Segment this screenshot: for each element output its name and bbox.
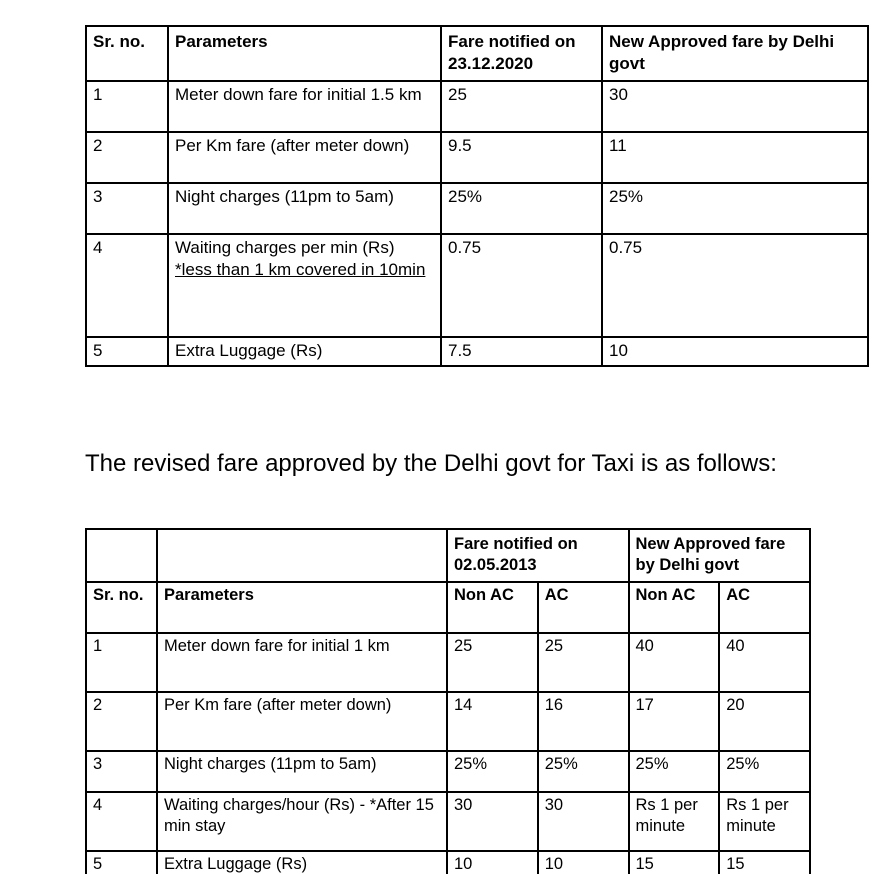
cell-new-fare: 10 xyxy=(602,337,868,366)
column-header-new-non-ac: Non AC xyxy=(629,582,720,633)
cell-sr-no: 5 xyxy=(86,851,157,874)
cell-new-fare: 11 xyxy=(602,132,868,183)
cell-old-non-ac: 30 xyxy=(447,792,538,851)
auto-fare-table-body xyxy=(86,81,868,366)
cell-sr-no: 4 xyxy=(86,792,157,851)
column-header-sr-no: Sr. no. xyxy=(86,26,168,81)
table-row xyxy=(86,183,868,234)
table-row xyxy=(86,26,868,81)
column-header-parameters: Parameters xyxy=(168,26,441,81)
taxi-fare-table-body xyxy=(86,633,810,874)
cell-new-fare: 30 xyxy=(602,81,868,132)
column-header-old-fare: Fare notified on 23.12.2020 xyxy=(441,26,602,81)
cell-new-non-ac: 40 xyxy=(629,633,720,692)
cell-old-fare: 0.75 xyxy=(441,234,602,337)
cell-parameter: Per Km fare (after meter down) xyxy=(157,692,447,751)
column-header-parameters: Parameters xyxy=(157,582,447,633)
table-row xyxy=(86,81,868,132)
cell-new-ac: 40 xyxy=(719,633,810,692)
cell-old-ac: 25% xyxy=(538,751,629,792)
column-header-blank-sr xyxy=(86,529,157,582)
cell-parameter-note: *less than 1 km covered in 10min xyxy=(175,260,426,280)
cell-parameter-text: Waiting charges per min (Rs) xyxy=(175,238,395,258)
cell-parameter: Meter down fare for initial 1 km xyxy=(157,633,447,692)
table-row xyxy=(86,582,810,633)
cell-new-ac: 25% xyxy=(719,751,810,792)
table-row xyxy=(86,692,810,751)
table-row xyxy=(86,792,810,851)
table-row xyxy=(86,529,810,582)
cell-new-fare: 0.75 xyxy=(602,234,868,337)
cell-sr-no: 2 xyxy=(86,692,157,751)
auto-fare-table xyxy=(85,25,869,367)
taxi-fare-table-head xyxy=(86,529,810,633)
auto-fare-table-head xyxy=(86,26,868,81)
column-header-old-non-ac: Non AC xyxy=(447,582,538,633)
column-group-header-new-fare: New Approved fare by Delhi govt xyxy=(629,529,811,582)
table-row xyxy=(86,234,868,337)
cell-parameter xyxy=(168,234,441,337)
cell-old-non-ac: 25 xyxy=(447,633,538,692)
cell-new-ac: 20 xyxy=(719,692,810,751)
cell-sr-no: 3 xyxy=(86,183,168,234)
cell-sr-no: 3 xyxy=(86,751,157,792)
cell-old-non-ac: 14 xyxy=(447,692,538,751)
table-row xyxy=(86,337,868,366)
cell-new-non-ac: 25% xyxy=(629,751,720,792)
cell-old-ac: 16 xyxy=(538,692,629,751)
cell-parameter: Per Km fare (after meter down) xyxy=(168,132,441,183)
cell-parameter: Night charges (11pm to 5am) xyxy=(168,183,441,234)
cell-sr-no: 1 xyxy=(86,633,157,692)
cell-old-fare: 25% xyxy=(441,183,602,234)
column-header-old-ac: AC xyxy=(538,582,629,633)
table-row xyxy=(86,851,810,874)
cell-old-fare: 7.5 xyxy=(441,337,602,366)
column-header-blank-parameters xyxy=(157,529,447,582)
cell-parameter: Night charges (11pm to 5am) xyxy=(157,751,447,792)
cell-old-ac: 30 xyxy=(538,792,629,851)
intro-paragraph: The revised fare approved by the Delhi govt for Taxi is as follows: xyxy=(85,450,777,477)
cell-new-fare: 25% xyxy=(602,183,868,234)
taxi-fare-table xyxy=(85,528,811,874)
table-row xyxy=(86,751,810,792)
cell-sr-no: 2 xyxy=(86,132,168,183)
cell-old-ac: 10 xyxy=(538,851,629,874)
column-group-header-old-fare: Fare notified on 02.05.2013 xyxy=(447,529,629,582)
cell-parameter: Waiting charges/hour (Rs) - *After 15 min stay xyxy=(157,792,447,851)
cell-old-fare: 9.5 xyxy=(441,132,602,183)
cell-new-non-ac: 15 xyxy=(629,851,720,874)
cell-old-ac: 25 xyxy=(538,633,629,692)
column-header-sr-no: Sr. no. xyxy=(86,582,157,633)
table-row xyxy=(86,633,810,692)
cell-sr-no: 5 xyxy=(86,337,168,366)
cell-new-non-ac: Rs 1 per minute xyxy=(629,792,720,851)
cell-old-fare: 25 xyxy=(441,81,602,132)
cell-new-ac: 15 xyxy=(719,851,810,874)
column-header-new-fare: New Approved fare by Delhi govt xyxy=(602,26,868,81)
cell-old-non-ac: 25% xyxy=(447,751,538,792)
cell-sr-no: 1 xyxy=(86,81,168,132)
cell-parameter: Extra Luggage (Rs) xyxy=(168,337,441,366)
cell-parameter: Meter down fare for initial 1.5 km xyxy=(168,81,441,132)
cell-new-non-ac: 17 xyxy=(629,692,720,751)
cell-new-ac: Rs 1 per minute xyxy=(719,792,810,851)
column-header-new-ac: AC xyxy=(719,582,810,633)
cell-sr-no: 4 xyxy=(86,234,168,337)
cell-old-non-ac: 10 xyxy=(447,851,538,874)
cell-parameter: Extra Luggage (Rs) xyxy=(157,851,447,874)
table-row xyxy=(86,132,868,183)
